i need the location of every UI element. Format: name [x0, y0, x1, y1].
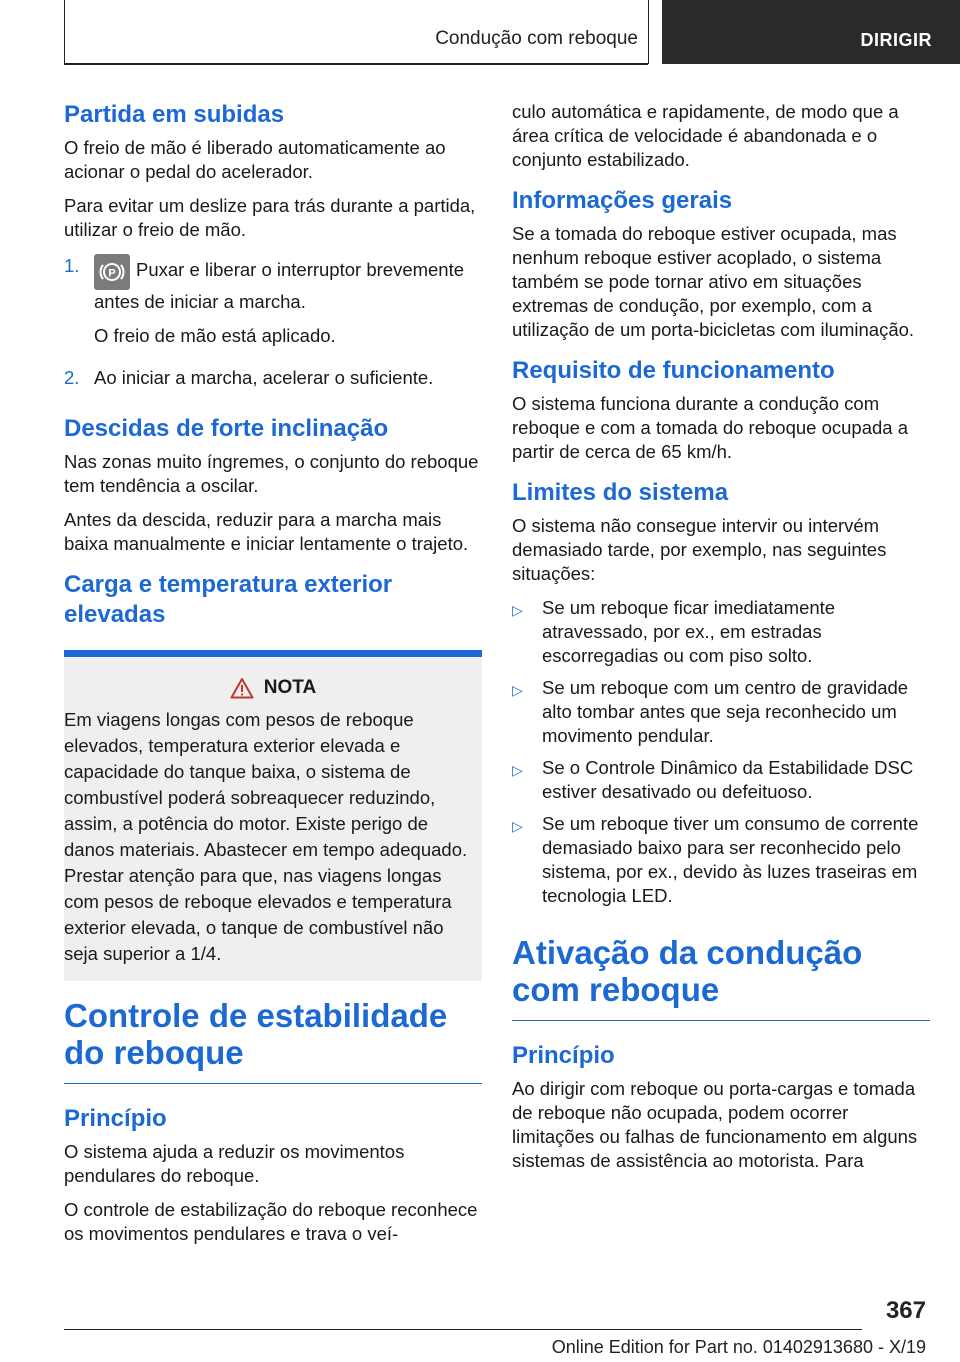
paragraph: Se a tomada do reboque estiver ocupada, mas nenhum reboque estiver acoplado, o sistema também se pode tornar ativo em situações extremas de condução, por exemplo, com a utilização de um porta-bicicletas com iluminação. [512, 223, 915, 340]
warning-icon [230, 677, 254, 699]
heading-requisito: Requisito de funcionamento [512, 357, 835, 384]
header-rule-left [64, 0, 65, 64]
paragraph: culo automática e rapidamente, de modo que a área crítica de velocidade é abandonada e o conjunto estabilizado. [512, 101, 899, 170]
paragraph: Para evitar um deslize para trás durante a partida, utilizar o freio de mão. [64, 195, 476, 240]
paragraph: Antes da descida, reduzir para a marcha mais baixa manualmente e iniciar lentamente o trajeto. [64, 509, 469, 554]
step-item [64, 366, 482, 400]
note-title: NOTA [263, 677, 317, 698]
heading-controle-estabilidade: Controle de estabilidade do reboque [64, 997, 448, 1071]
triangle-bullet-icon: ▷ [512, 682, 523, 698]
heading-ativacao: Ativação da condução com reboque [512, 934, 863, 1008]
heading-rule [64, 1083, 482, 1084]
heading-descidas: Descidas de forte inclinação [64, 415, 389, 442]
triangle-bullet-icon: ▷ [512, 762, 523, 778]
paragraph: Ao dirigir com reboque ou porta-cargas e tomada de reboque não ocupada, podem ocorrer limitações ou falhas de funcionamento em alguns sistemas de assistência ao motorista. Para [512, 1078, 918, 1171]
step-item [64, 254, 482, 358]
paragraph: O controle de estabilização do reboque reconhece os movimentos pendulares e trava o veí- [64, 1199, 478, 1244]
svg-text:P: P [108, 267, 116, 280]
step-sub: O freio de mão está aplicado. [94, 325, 336, 346]
heading-partida: Partida em subidas [64, 101, 285, 128]
parking-brake-icon [94, 254, 130, 290]
note-header [64, 677, 482, 699]
triangle-bullet-icon: ▷ [512, 818, 523, 834]
list-item [512, 596, 930, 668]
list-item [512, 812, 930, 908]
steps-list [64, 254, 482, 400]
paragraph: O freio de mão é liberado automaticamente ao acionar o pedal do acelerador. [64, 137, 446, 182]
chapter-tab[interactable] [662, 0, 960, 64]
step-number: 2. [64, 367, 80, 388]
paragraph: O sistema ajuda a reduzir os movimentos pendulares do reboque. [64, 1141, 405, 1186]
page-number: 367 [885, 1297, 926, 1324]
note-accent-bar [64, 650, 482, 657]
heading-principio: Princípio [512, 1042, 615, 1069]
left-column [64, 100, 482, 1256]
list-item-text: Se um reboque tiver um consumo de corrente demasiado baixo para ser reconhecido pelo sistema, por ex., devido às luzes traseiras em tecnologia LED. [542, 813, 919, 906]
limits-list [512, 596, 930, 908]
list-item-text: Se o Controle Dinâmico da Estabilidade DSC estiver desativado ou defeituoso. [542, 757, 914, 802]
note-box [64, 650, 482, 981]
note-text: Em viagens longas com pesos de reboque elevados, temperatura exterior elevada e capacidade do tanque baixa, o sistema de combustível poderá sobreaquecer reduzindo, assim, a potência do motor. Existe perigo de danos materiais. Abastecer em tempo adequado. Prestar atenção para que, nas viagens longas com pesos de reboque elevados e temperatura exterior elevada, o tanque de combustível não seja superior a 1/4. [64, 709, 468, 964]
step-text-content: Puxar e liberar o interruptor brevemente antes de iniciar a marcha. [94, 259, 465, 312]
heading-principio: Princípio [64, 1105, 167, 1132]
right-column [512, 100, 930, 1183]
list-item [512, 676, 930, 748]
paragraph: O sistema não consegue intervir ou intervém demasiado tarde, por exemplo, nas seguintes situações: [512, 515, 887, 584]
chapter-tab-label: DIRIGIR [860, 30, 932, 50]
list-item [512, 756, 930, 804]
list-item-text: Se um reboque ficar imediatamente atravessado, por ex., em estradas escorregadias ou com piso solto. [542, 597, 836, 666]
heading-informacoes: Informações gerais [512, 187, 733, 214]
header-rule-mid [648, 0, 649, 64]
paragraph: Nas zonas muito íngremes, o conjunto do reboque tem tendência a oscilar. [64, 451, 479, 496]
step-text [94, 254, 482, 314]
heading-rule [512, 1020, 930, 1021]
footer-edition: Online Edition for Part no. 01402913680 - X/19 [551, 1337, 926, 1357]
step-number: 1. [64, 255, 80, 276]
header-rule-bottom [64, 63, 648, 65]
heading-limites: Limites do sistema [512, 479, 729, 506]
step-text: Ao iniciar a marcha, acelerar o suficiente. [94, 367, 434, 388]
header-section-title: Condução com reboque [435, 28, 638, 49]
footer-rule [64, 1329, 862, 1330]
paragraph: O sistema funciona durante a condução com reboque e com a tomada do reboque ocupada a partir de cerca de 65 km/h. [512, 393, 908, 462]
triangle-bullet-icon: ▷ [512, 602, 523, 618]
heading-carga: Carga e temperatura exterior elevadas [64, 571, 393, 628]
list-item-text: Se um reboque com um centro de gravidade alto tombar antes que seja reconhecido um movimento pendular. [542, 677, 909, 746]
